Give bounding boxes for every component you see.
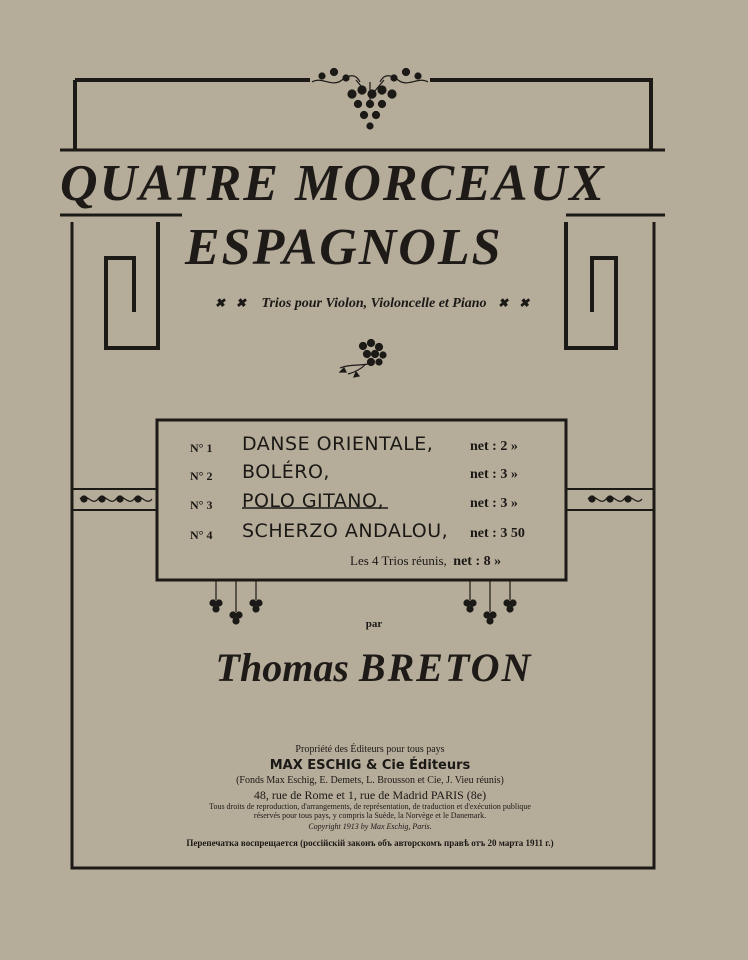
all-four-label: Les 4 Trios réunis,	[350, 553, 447, 568]
title-line-2: ESPAGNOLS	[185, 219, 503, 276]
ornament-right: ✖ ✖	[498, 296, 534, 310]
copyright-notice: Copyright 1913 by Max Eschig, Paris.	[308, 822, 432, 831]
piece-price: net : 3 »	[470, 496, 518, 511]
piece-price: net : 3 »	[470, 467, 518, 482]
publisher-address: 48, rue de Rome et 1, rue de Madrid PARIS (8e)	[253, 788, 487, 802]
all-four-price: net : 8 »	[453, 554, 502, 569]
rights-notice-2: réservés pour tous pays, y compris la Suède, la Norvège et le Danemark.	[253, 811, 487, 820]
piece-title: POLO GITANO,	[242, 490, 384, 512]
piece-row	[190, 433, 550, 459]
composer-last-name: BRETON	[358, 645, 533, 690]
piece-title: SCHERZO ANDALOU,	[242, 520, 449, 542]
ornament-left: ✖ ✖	[214, 296, 250, 310]
piece-number: N° 3	[190, 498, 213, 512]
piece-title: BOLÉRO,	[242, 461, 330, 483]
all-four-row	[350, 553, 501, 570]
piece-row	[190, 490, 550, 516]
floral-ornament-top	[312, 69, 428, 130]
russian-notice: Перепечатка воспрещается (россійскій законъ объ авторскомъ правѣ отъ 20 марта 1911 г.)	[186, 838, 554, 848]
piece-number: N° 4	[190, 528, 213, 542]
piece-row	[190, 520, 550, 546]
piece-number: N° 2	[190, 469, 213, 483]
piece-number: N° 1	[190, 441, 213, 455]
piece-title: DANSE ORIENTALE,	[242, 433, 434, 455]
property-notice: Propriété des Éditeurs pour tous pays	[295, 744, 445, 755]
piece-price: net : 3 50	[470, 526, 525, 541]
title-line-1: QUATRE MORCEAUX	[60, 155, 606, 212]
publisher-founders: (Fonds Max Eschig, E. Demets, L. Brousson et Cie, J. Vieu réunis)	[236, 775, 504, 786]
publisher-name: MAX ESCHIG & Cie Éditeurs	[269, 758, 471, 773]
subtitle-text: Trios pour Violon, Violoncelle et Piano	[261, 296, 487, 311]
composer-name	[0, 644, 748, 691]
composer-first-name: Thomas	[215, 645, 349, 690]
piece-row	[190, 461, 550, 487]
floral-ornament-center	[340, 340, 386, 378]
piece-price: net : 2 »	[470, 439, 518, 454]
by-label: par	[365, 618, 383, 630]
rights-notice-1: Tous droits de reproduction, d'arrangements, de représentation, de traduction et d'exécution publique	[209, 802, 531, 811]
subtitle	[0, 296, 748, 312]
